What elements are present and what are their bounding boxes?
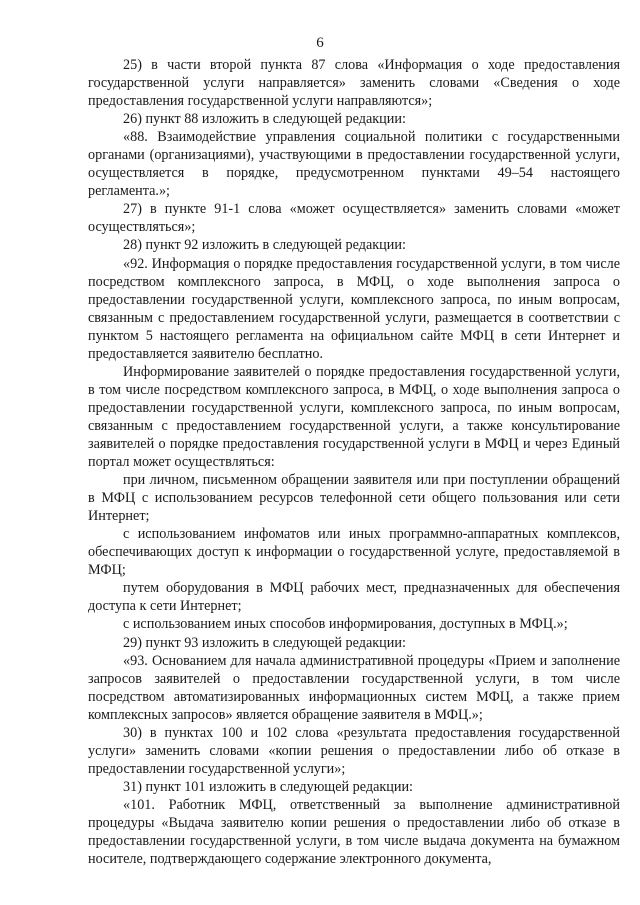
paragraph-item-25: 25) в части второй пункта 87 слова «Информация о ходе предоставления государственной услуги направляется» заменить словами «Сведения о ходе предоставления государственной услуги направляются»; bbox=[88, 57, 620, 110]
paragraph-personal-appeal: при личном, письменном обращении заявителя или при поступлении обращений в МФЦ с использованием ресурсов телефонной сети общего пользования или сети Интернет; bbox=[88, 472, 620, 525]
paragraph-item-29: 29) пункт 93 изложить в следующей редакции: bbox=[123, 634, 406, 651]
paragraph-infomats: с использованием инфоматов или иных программно-аппаратных комплексов, обеспечивающих доступ к информации о государственной услуге, предоставляемой в МФЦ; bbox=[88, 526, 620, 579]
paragraph-other-methods: с использованием иных способов информирования, доступных в МФЦ.»; bbox=[123, 616, 568, 633]
paragraph-item-27: 27) в пункте 91-1 слова «может осуществляется» заменить словами «может осуществляться»; bbox=[88, 201, 620, 236]
document-body bbox=[88, 56, 620, 868]
paragraph-workplaces: путем оборудования в МФЦ рабочих мест, предназначенных для обеспечения доступа к сети Интернет; bbox=[88, 580, 620, 615]
paragraph-point-92-text: «92. Информация о порядке предоставления государственной услуги, в том числе посредством комплексного запроса, в МФЦ, о ходе выполнения запроса о предоставлении государственной услуги, комплексного запроса, по иным вопросам, связанным с предоставлением государственной услуги, размещается в соответствии с пунктом 5 настоящего регламента на официальном сайте МФЦ в сети Интернет и предоставляется заявителю бесплатно. bbox=[88, 255, 620, 362]
paragraph-point-101-text: «101. Работник МФЦ, ответственный за выполнение административной процедуры «Выдача заявителю копии решения о предоставлении либо об отказе в предоставлении государственной услуги, в том числе выдача документа на бумажном носителе, подтверждающего содержание электронного документа, bbox=[88, 796, 620, 868]
paragraph-item-31: 31) пункт 101 изложить в следующей редакции: bbox=[123, 778, 413, 795]
paragraph-item-26: 26) пункт 88 изложить в следующей редакции: bbox=[123, 111, 406, 128]
paragraph-informing-applicants: Информирование заявителей о порядке предоставления государственной услуги, в том числе посредством комплексного запроса, в МФЦ, о ходе выполнения запроса о предоставлении государственной услуги, комплексного запроса, по иным вопросам, связанным с предоставлением государственной услуги, а также консультирование заявителей о порядке предоставления государственной услуги в МФЦ и через Единый портал может осуществляться: bbox=[88, 363, 620, 471]
paragraph-point-88-text: «88. Взаимодействие управления социальной политики с государственными органами (организациями), участвующими в предоставлении государственной услуги, осуществляется в порядке, предусмотренном пунктами 49–54 настоящего регламента.»; bbox=[88, 129, 620, 200]
paragraph-item-30: 30) в пунктах 100 и 102 слова «результата предоставления государственной услуги» заменить словами «копии решения о предоставлении либо об отказе в предоставлении государственной услуги»; bbox=[88, 724, 620, 777]
paragraph-point-93-text: «93. Основанием для начала административной процедуры «Прием и заполнение запросов заявителей о предоставлении государственной услуги, в том числе посредством автоматизированных информационных систем МФЦ, а также прием комплексных запросов» является обращение заявителя в МФЦ.»; bbox=[88, 652, 620, 723]
page-number: 6 bbox=[316, 35, 324, 51]
paragraph-item-28: 28) пункт 92 изложить в следующей редакции: bbox=[123, 237, 406, 254]
